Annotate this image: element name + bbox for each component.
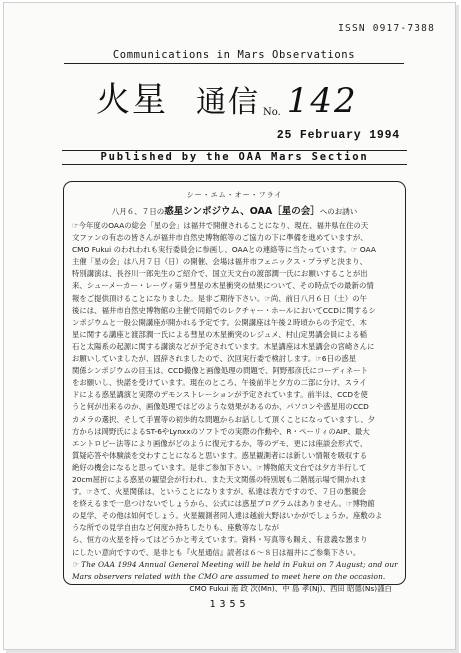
body-line: 特別講演は、長谷川一郎先生のご紹介で、国立天文台の渡部潤一氏にお願いすることが出: [72, 269, 368, 279]
body-line: ☞今年度のOAAの総会「星の会」は福井で開催されることになり、現在、福井県在住の天: [72, 221, 369, 230]
masthead-kasei: 火星: [96, 80, 168, 120]
body-line: うと何が出来るのか、画像処理ではどのような効果があるのか、パソコンや惑星用のCCD: [72, 402, 369, 412]
issue-no-label: No.: [263, 107, 281, 118]
body-line: ンポジウムと一般公開講座が開かれる予定です。公開講座は午後２時頃からの予定で、木: [72, 317, 367, 327]
body-line: 20cm屈折による惑星の観望会が行われ、また天文関係の特別展も二階展示場で開かれま: [72, 474, 367, 484]
body-line: 石と太陽系の起源に関する講演などが予定されています。木星講座は木星講会の宮崎さんに: [72, 341, 375, 351]
article-box: [63, 181, 406, 593]
english-summary-line: Mars observers related with the CMO are assumed to meet here on the occasion.: [72, 571, 386, 581]
body-line: す。☞さて、火星関係は、ということになりますが、私達は表方ですので、７日の懇親会: [72, 487, 367, 497]
body-line: 後には、福井市自然史博物館の主催で同館でのレクチャー・ホールにおいてCCDに関するシ: [72, 305, 376, 315]
body-line: 文ファンの有志の皆さんが福井市自然史博物館等のご協力の下に準備を進めていますが、: [72, 233, 368, 243]
article-signature: CMO Fukui 南 政 次(Mn)、中 島 孝(Nj)、西田 昭德(Ns)謹白: [189, 583, 392, 593]
body-line: を終えるまで一息つけないでしょうから、公式には惑星プログラムはありません。☞博物館: [72, 499, 375, 509]
headline-post: へのお誘い: [319, 207, 358, 216]
body-line: 主催「星の会」は八月７日（日）の開催、会場は福井市フェニックス・プラザと決まり、: [72, 257, 368, 267]
issn-number: ISSN 0917-7388: [338, 23, 435, 34]
body-line: ドによる惑星講演と実際のデモンストレーションが予定されています。前半は、CCDを使: [72, 390, 368, 400]
page-number: 1355: [209, 599, 250, 610]
body-line: の見学、その他は如何でしょう。火星観測者同人達は越前大野はいかがでしょうか。座敷のよ: [72, 511, 383, 521]
headline-emphasis: 惑星シンポジウム、OAA［星の会］: [164, 206, 320, 217]
body-line: 来、シューメーカー・レーヴィ第９彗星の木星衝突の結果について、その時点での最新の情: [72, 281, 374, 291]
series-title: Communications in Mars Observations: [64, 49, 404, 64]
body-line: 質疑応答や体験談を交わすことになると思います。惑星観測者には新しい情報を吸収する: [72, 450, 368, 460]
article-kicker: シー・エム・オー・フライ: [186, 191, 283, 199]
english-summary-line: ☞ The OAA 1994 Annual General Meeting will be held in Fukui on 7 August; and our: [72, 559, 398, 569]
body-line: カメラの選択、そして手置等の初歩的な問題からお話しして頂くことになっていますし、夕: [72, 414, 376, 424]
body-line: 星に関する講座と渡部潤一氏による彗星の木星衝突のレジュメ、村山定男講会員による稲: [72, 329, 367, 339]
issue-number: 142: [286, 81, 358, 121]
newsletter-page: [3, 2, 456, 650]
body-line: をお願いし、快諾を受けています。現在のところ、午後前半と夕方の二部に分け、スライ: [72, 378, 367, 388]
masthead-title: [96, 73, 358, 121]
article-body: [72, 220, 398, 595]
article-headline: [64, 203, 405, 217]
body-line: にしたい意向ですので、是非とも『火星通信』読者は６〜８日は福井にご参集下さい。: [72, 547, 361, 557]
body-line: ら、恒方の火星を持ってはどうかと考えています。資料・写真等も賜え、有意義な懇まり: [72, 535, 368, 545]
body-line: 絶好の機会になると思っています。是非ご参加下さい。☞博物館天文台では夕方半行して: [72, 462, 367, 472]
body-line: 報をご提供頂けることになりました。是非ご期待下さい。☞尚、前日八月６日（土）の午: [72, 293, 367, 303]
body-line: 関係シンポジウムの目玉は、CCD撮像と画像処理の問題で、阿野那彦氏にコーディネート: [72, 366, 369, 376]
body-line: CMO Fukui のわれわれも実行委員会に参画し、OAAとの連絡等に当たっています。☞ OAA: [72, 245, 376, 255]
body-line: エントロピー法等により画像がどのように復元するか、等のデモ、更には座談会形式で、: [72, 438, 368, 448]
publisher-bar: Published by the OAA Mars Section: [62, 150, 407, 165]
masthead-tsushin: 通信: [196, 85, 260, 120]
body-line: 方からは岡野氏によるST-6やLynxxのソフトでの実際の作動や、R・ペーリィのAIP、最大: [72, 426, 370, 436]
issue-date: 25 February 1994: [276, 129, 400, 142]
body-line: お願いしていましたが、固辞されましたので、次回実行委で検討します。☞6日の惑星: [72, 354, 357, 364]
body-line: うな所での見学自由など何度か持ちしたりも、座敷等なしなが: [72, 523, 280, 533]
headline-pre: 八月６、７日の: [111, 207, 165, 216]
